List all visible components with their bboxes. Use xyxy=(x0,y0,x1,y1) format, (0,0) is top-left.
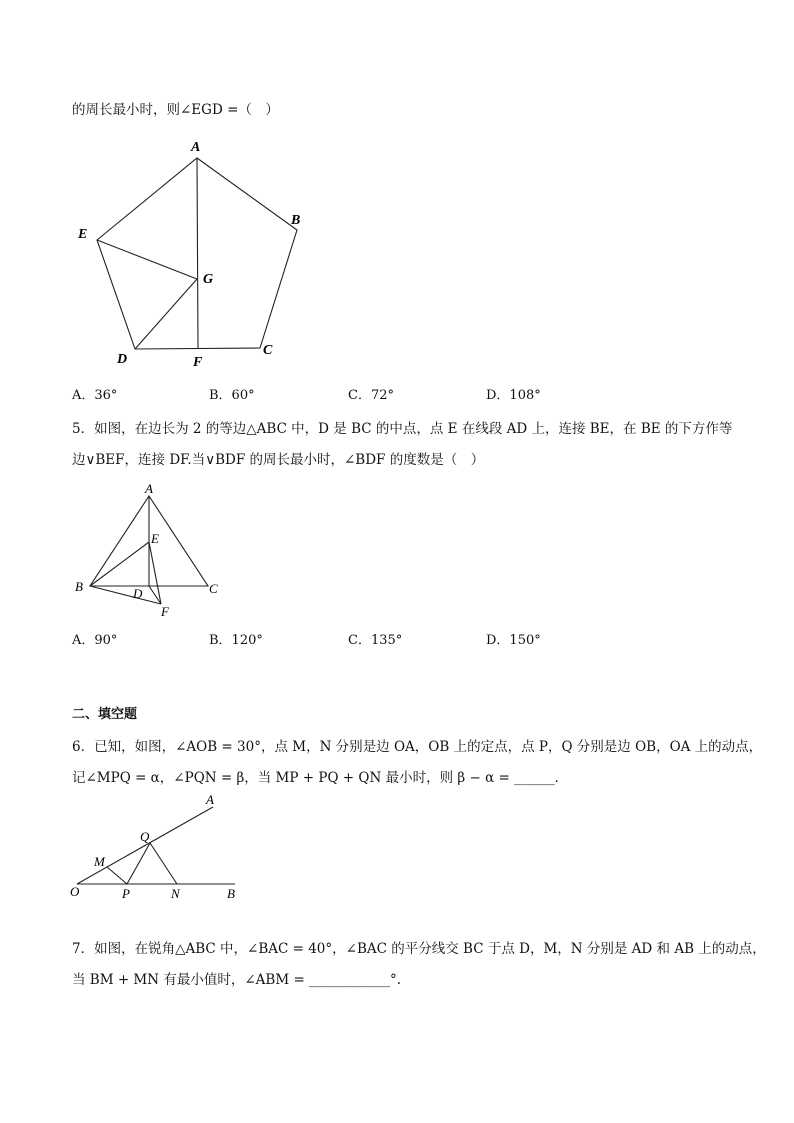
segment-qn xyxy=(150,843,177,884)
q4-label-g: G xyxy=(203,272,214,287)
ray-oa xyxy=(77,807,213,884)
q5-label-d: D xyxy=(133,586,143,601)
q7-line1: 7．如图，在锐角△ABC 中，∠BAC = 40°，∠BAC 的平分线交 BC 于点 D，M，N 分别是 AD 和 AB 上的动点， xyxy=(72,941,766,957)
q5-label-f: F xyxy=(161,604,169,619)
q6-label-q: Q xyxy=(140,829,150,844)
q5-line2: 边∨BEF，连接 DF.当∨BDF 的周长最小时，∠BDF 的度数是（ ） xyxy=(72,452,485,468)
q4-option-d: D．108° xyxy=(486,388,541,403)
q4-label-c: C xyxy=(263,343,273,358)
q5-label-c: C xyxy=(209,581,218,596)
q5-option-c: C．135° xyxy=(348,633,403,648)
q5-option-d: D．150° xyxy=(486,633,541,648)
q5-option-b: B．120° xyxy=(209,633,263,648)
q4-option-b: B．60° xyxy=(209,388,255,403)
q6-label-o: O xyxy=(70,884,80,899)
segment-mp xyxy=(107,867,127,884)
q6-label-a: A xyxy=(206,792,214,807)
q4-option-a: A．36° xyxy=(72,388,118,403)
q5-label-b: B xyxy=(75,579,83,594)
q5-label-e: E xyxy=(151,531,159,546)
q4-option-c: C．72° xyxy=(348,388,394,403)
q4-label-f: F xyxy=(193,355,203,370)
q6-label-n: N xyxy=(171,886,180,901)
q6-label-m: M xyxy=(94,854,105,869)
q4-label-e: E xyxy=(78,227,88,242)
q6-line1: 6．已知，如图，∠AOB = 30°，点 M，N 分别是边 OA，OB 上的定点，点 P，Q 分别是边 OB，OA 上的动点， xyxy=(72,739,763,755)
q5-line1: 5．如图，在边长为 2 的等边△ABC 中，D 是 BC 的中点，点 E 在线段 AD 上，连接 BE，在 BE 的下方作等 xyxy=(72,421,733,437)
q7-line2: 当 BM + MN 有最小值时，∠ABM = ____________°. xyxy=(72,972,402,988)
q4-label-d: D xyxy=(117,352,128,367)
q5-label-a: A xyxy=(145,481,153,496)
q4-label-a: A xyxy=(191,140,201,155)
q5-option-a: A．90° xyxy=(72,633,118,648)
q6-label-p: P xyxy=(122,886,130,901)
q4-stem-tail: 的周长最小时，则∠EGD =（ ） xyxy=(72,102,279,118)
section-title: 二、填空题 xyxy=(72,707,138,722)
q6-line2: 记∠MPQ = α，∠PQN = β，当 MP + PQ + QN 最小时，则 β − α = ______． xyxy=(72,770,569,786)
q4-label-b: B xyxy=(291,213,301,228)
q6-label-b: B xyxy=(227,886,235,901)
